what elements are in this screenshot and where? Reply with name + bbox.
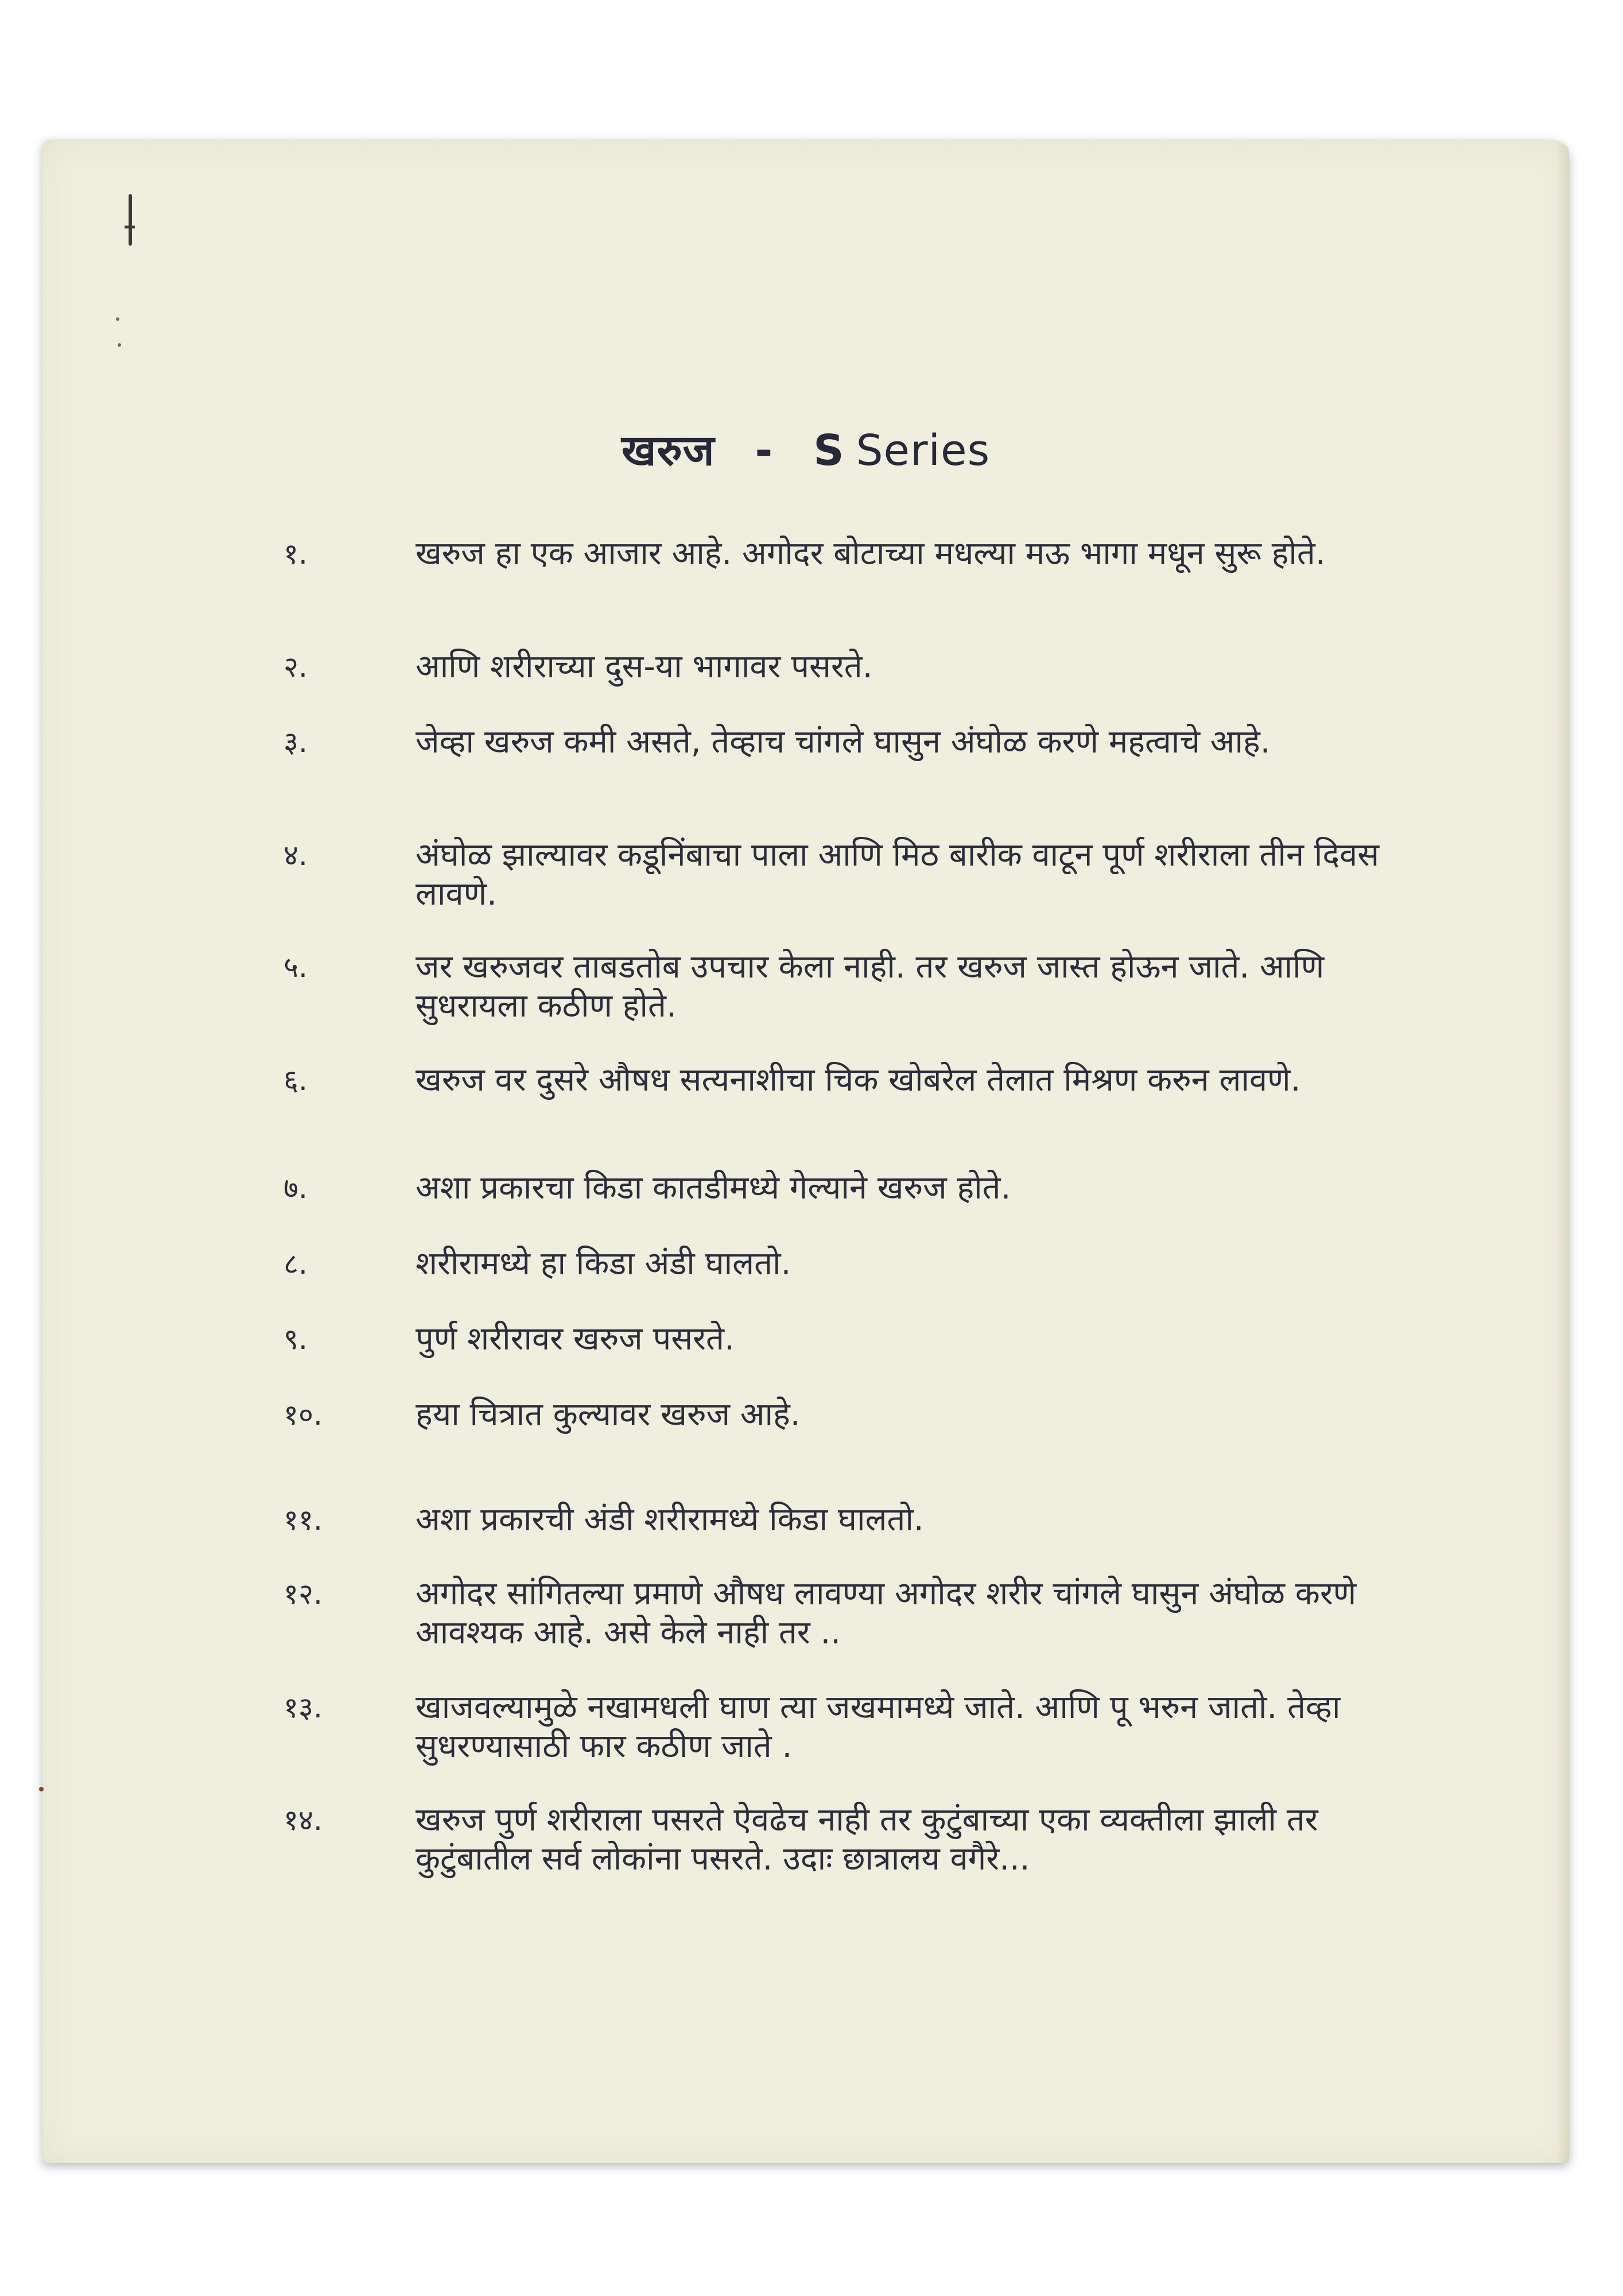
title-devanagari: खरुज	[621, 426, 715, 475]
item-number: ४.	[284, 839, 308, 872]
item-text: खरुज हा एक आजार आहे. अगोदर बोटाच्या मधल्या मऊ भागा मधून सुरू होते.	[416, 535, 1326, 572]
item-text: अशा प्रकारची अंडी शरीरामध्ये किडा घालतो.	[416, 1501, 924, 1538]
title-series: Series	[856, 426, 991, 475]
item-text: खरुज पुर्ण शरीराला पसरते ऐवढेच नाही तर कुटुंबाच्या एका व्यक्तीला झाली तर कुटुंबातील सर्व लोकांना पसरते. उदाः छात्रालय वगैरे...	[416, 1801, 1318, 1878]
item-number: ९.	[284, 1322, 308, 1356]
ink-mark	[129, 194, 132, 246]
item-number: २.	[284, 650, 308, 684]
item-text: पुर्ण शरीरावर खरुज पसरते.	[416, 1320, 735, 1358]
ink-mark-cross	[125, 226, 135, 228]
item-number: ३.	[284, 726, 308, 759]
title-s: S	[813, 426, 845, 475]
paper-speck	[116, 317, 119, 321]
item-text: हया चित्रात कुल्यावर खरुज आहे.	[416, 1396, 801, 1433]
paper-speck	[118, 343, 121, 347]
item-text: आणि शरीराच्या दुस-या भागावर पसरते.	[416, 648, 873, 685]
paper-speck	[39, 1787, 44, 1791]
item-text: अशा प्रकारचा किडा कातडीमध्ये गेल्याने खरुज होते.	[416, 1169, 1011, 1207]
item-number: १४.	[284, 1804, 323, 1837]
document-page	[42, 139, 1569, 2163]
item-text: अंघोळ झाल्यावर कडूनिंबाचा पाला आणि मिठ बारीक वाटून पूर्ण शरीराला तीन दिवस लावणे.	[416, 836, 1380, 913]
item-text: जर खरुजवर ताबडतोब उपचार केला नाही. तर खरुज जास्त होऊन जाते. आणि सुधरायला कठीण होते.	[416, 948, 1325, 1025]
item-number: १३.	[284, 1691, 323, 1724]
item-number: १.	[284, 537, 308, 571]
item-number: १२.	[284, 1577, 323, 1611]
item-text: शरीरामध्ये हा किडा अंडी घालतो.	[416, 1245, 791, 1282]
item-number: १०.	[284, 1398, 323, 1432]
title-dash: -	[755, 426, 774, 475]
page-title	[42, 420, 1569, 478]
item-number: ८.	[284, 1247, 308, 1281]
item-text: जेव्हा खरुज कमी असते, तेव्हाच चांगले घासुन अंघोळ करणे महत्वाचे आहे.	[416, 723, 1271, 761]
item-number: ११.	[284, 1503, 323, 1537]
item-text: अगोदर सांगितल्या प्रमाणे औषध लावण्या अगोदर शरीर चांगले घासुन अंघोळ करणे आवश्यक आहे. असे केले नाही तर ..	[416, 1575, 1357, 1651]
item-number: ५.	[284, 951, 308, 984]
item-text: खरुज वर दुसरे औषध सत्यनाशीचा चिक खोबरेल तेलात मिश्रण करुन लावणे.	[416, 1061, 1301, 1099]
item-text: खाजवल्यामुळे नखामधली घाण त्या जखमामध्ये जाते. आणि पू भरुन जातो. तेव्हा सुधरण्यासाठी फार कठीण जाते .	[416, 1689, 1341, 1765]
item-number: ७.	[284, 1172, 308, 1205]
item-number: ६.	[284, 1064, 308, 1097]
